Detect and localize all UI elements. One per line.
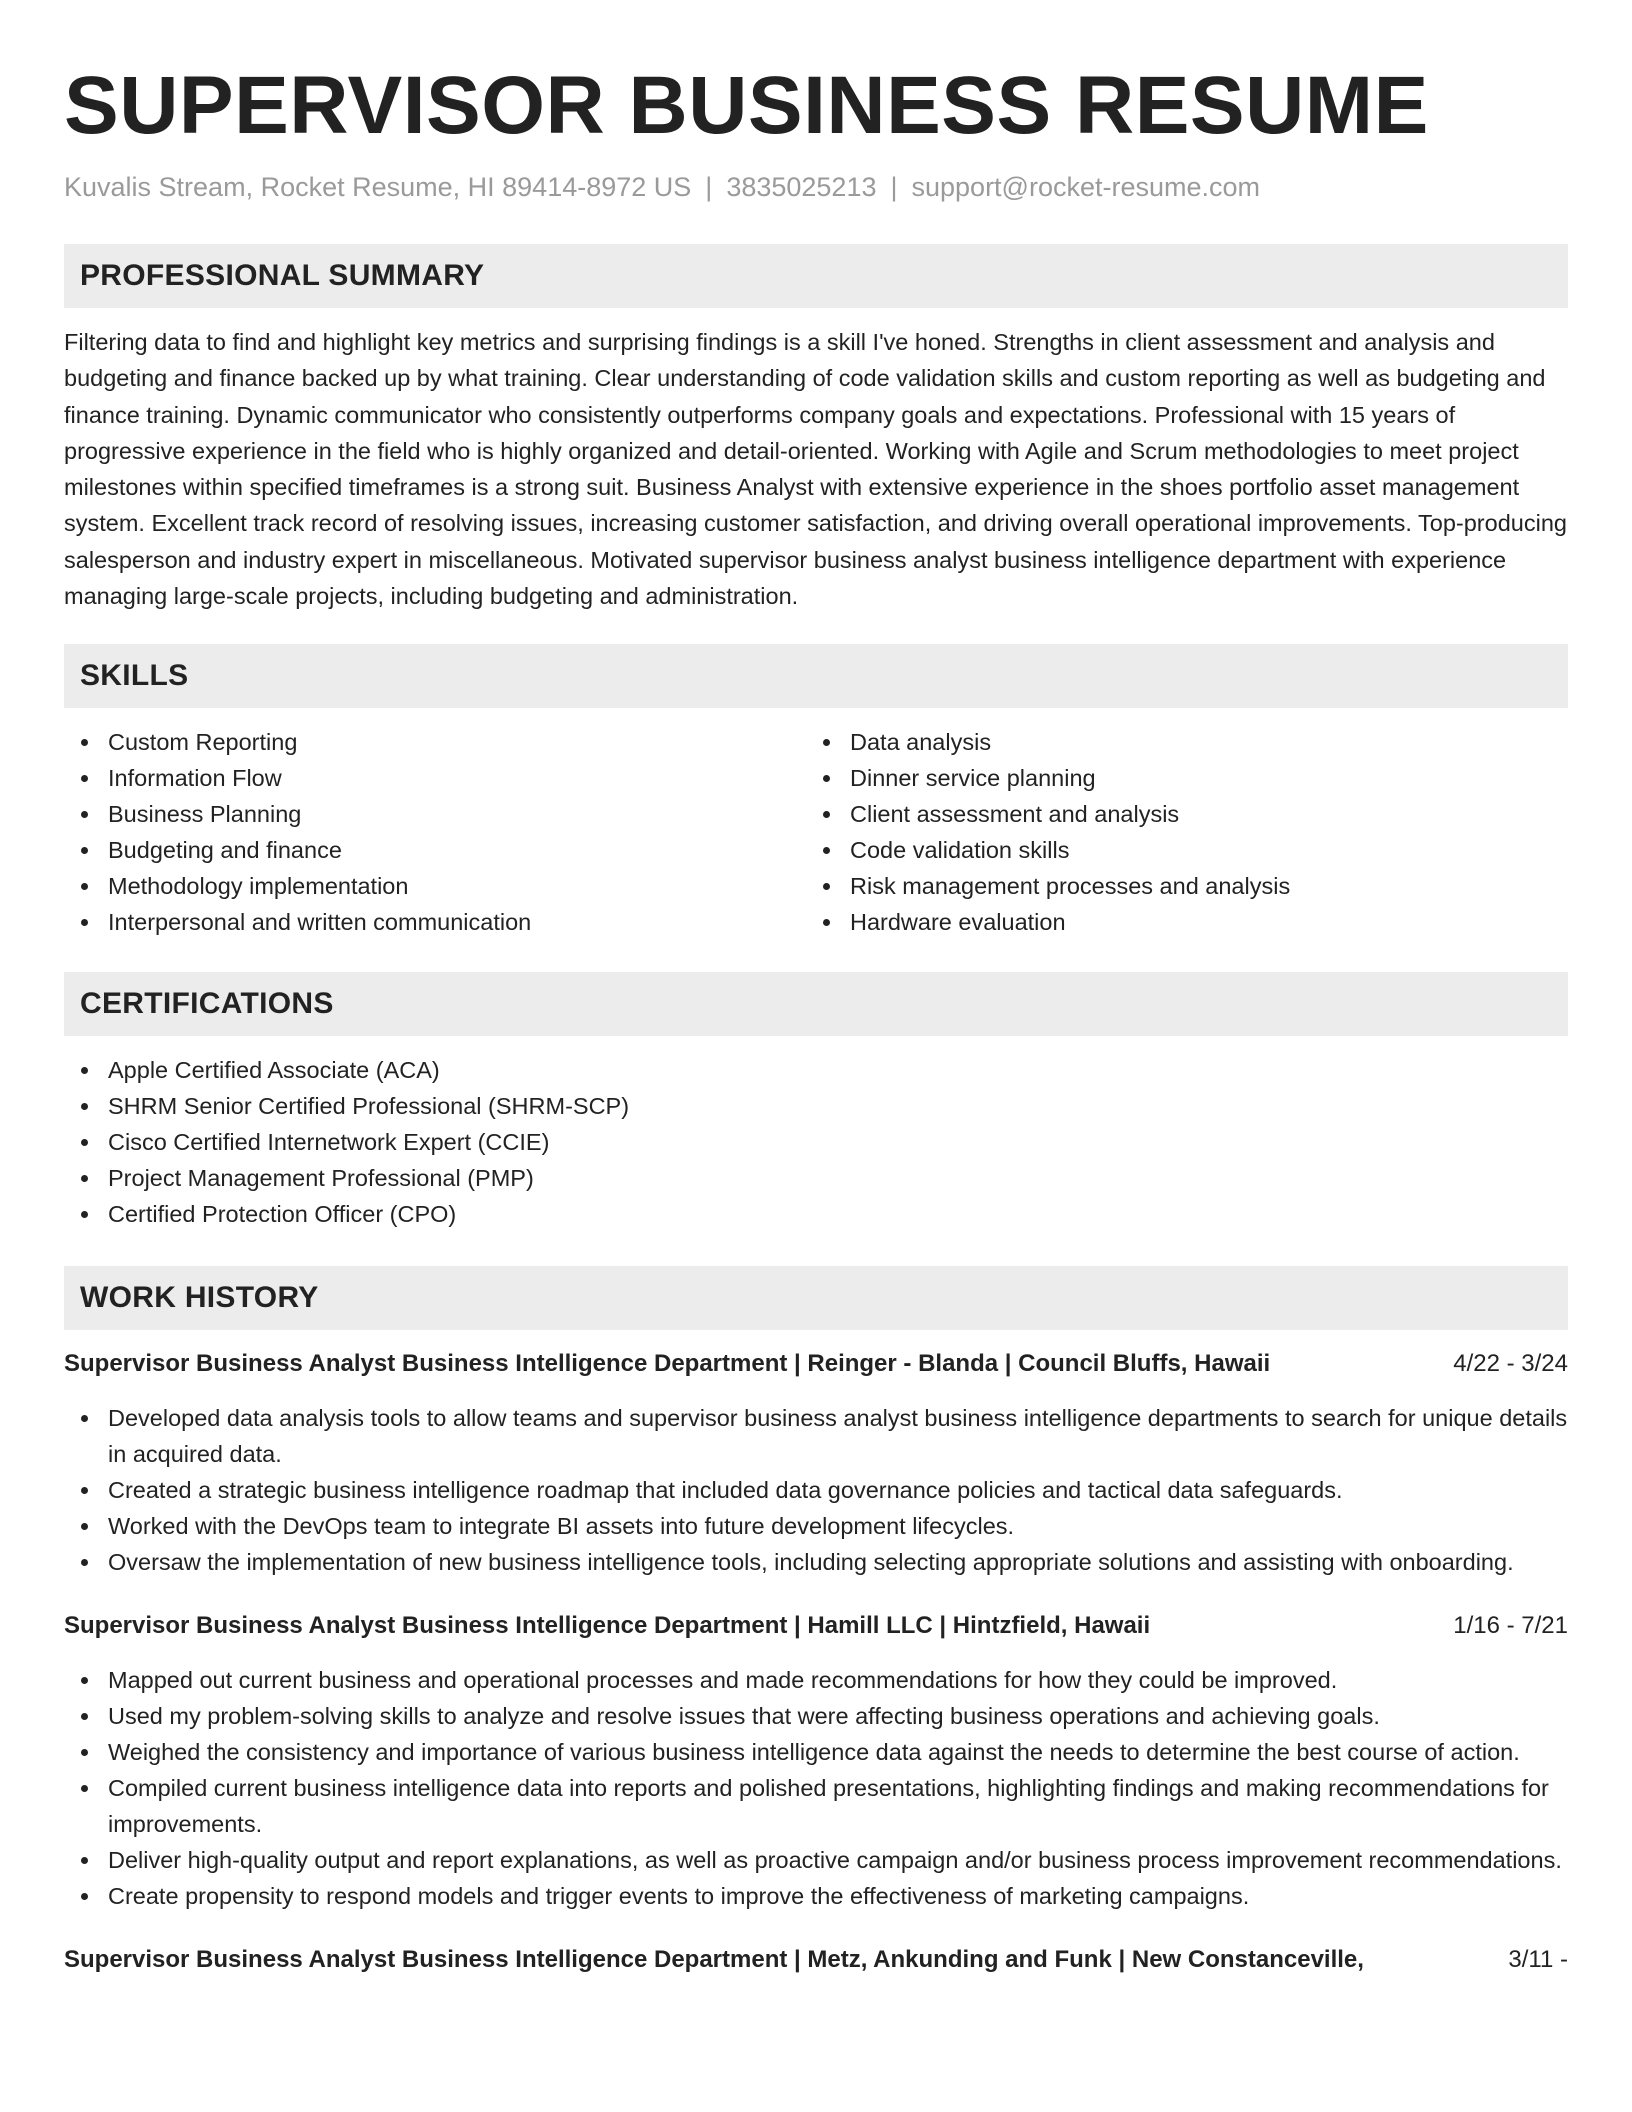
- job-bullet: Created a strategic business intelligence roadmap that included data governance policies and tactical data safeguards.: [64, 1472, 1568, 1508]
- contact-separator: |: [890, 172, 898, 202]
- job-bullet: Deliver high-quality output and report explanations, as well as proactive campaign and/or business process improvement recommendations.: [64, 1842, 1568, 1878]
- certifications-list: [64, 1052, 1568, 1232]
- job-header: [64, 1348, 1568, 1380]
- summary-text: Filtering data to find and highlight key metrics and surprising findings is a skill I've honed. Strengths in client assessment and analysis and budgeting and finance backed up by what training. Clear understanding of code validation skills and custom reporting as well as budgeting and finance training. Dynamic communicator who consistently outperforms company goals and expectations. Professional with 15 years of progressive experience in the field who is highly organized and detail-oriented. Working with Agile and Scrum methodologies to meet project milestones within specified timeframes is a strong suit. Business Analyst with extensive experience in the shoes portfolio asset management system. Excellent track record of resolving issues, increasing customer satisfaction, and driving overall operational improvements. Top-producing salesperson and industry expert in miscellaneous. Motivated supervisor business analyst business intelligence department with experience managing large-scale projects, including budgeting and administration.: [64, 329, 1567, 610]
- job-header: [64, 1944, 1568, 1976]
- skill-item: Data analysis: [806, 724, 1548, 760]
- job-title: Supervisor Business Analyst Business Intelligence Department | Metz, Ankunding and Funk | New Constanceville,: [64, 1946, 1364, 1974]
- work-history-heading: WORK HISTORY: [64, 1266, 1568, 1330]
- skills-grid: [64, 724, 1568, 940]
- job-bullet: Developed data analysis tools to allow teams and supervisor business analyst business intelligence departments to search for unique details in acquired data.: [64, 1400, 1568, 1472]
- skill-item: Methodology implementation: [64, 868, 806, 904]
- skill-item: Custom Reporting: [64, 724, 806, 760]
- certifications-heading: CERTIFICATIONS: [64, 972, 1568, 1036]
- job-bullet: Worked with the DevOps team to integrate BI assets into future development lifecycles.: [64, 1508, 1568, 1544]
- skill-item: Client assessment and analysis: [806, 796, 1548, 832]
- skill-item: Code validation skills: [806, 832, 1548, 868]
- skills-heading: SKILLS: [64, 644, 1568, 708]
- contact-phone: 3835025213: [726, 172, 877, 202]
- skill-item: Risk management processes and analysis: [806, 868, 1548, 904]
- skill-item: Interpersonal and written communication: [64, 904, 806, 940]
- job-bullets: [64, 1400, 1568, 1580]
- certification-item: Certified Protection Officer (CPO): [64, 1196, 1568, 1232]
- contact-email: support@rocket-resume.com: [911, 172, 1261, 202]
- job-title: Supervisor Business Analyst Business Intelligence Department | Hamill LLC | Hintzfield, Hawaii: [64, 1612, 1151, 1640]
- job-bullet: Create propensity to respond models and trigger events to improve the effectiveness of marketing campaigns.: [64, 1878, 1568, 1914]
- job-entry: [64, 1610, 1568, 1914]
- job-dates: 1/16 - 7/21: [1453, 1612, 1568, 1640]
- job-entry: [64, 1348, 1568, 1580]
- resume-name: SUPERVISOR BUSINESS RESUME: [64, 60, 1429, 151]
- contact-separator: |: [705, 172, 713, 202]
- skills-list-right: [806, 724, 1548, 940]
- job-bullet: Used my problem-solving skills to analyze and resolve issues that were affecting business operations and achieving goals.: [64, 1698, 1568, 1734]
- contact-line: [64, 170, 1568, 204]
- skills-list-left: [64, 724, 806, 940]
- summary-heading: PROFESSIONAL SUMMARY: [64, 244, 1568, 308]
- job-bullets: [64, 1662, 1568, 1914]
- skill-item: Information Flow: [64, 760, 806, 796]
- skill-item: Dinner service planning: [806, 760, 1548, 796]
- job-bullet: Mapped out current business and operational processes and made recommendations for how they could be improved.: [64, 1662, 1568, 1698]
- skill-item: Hardware evaluation: [806, 904, 1548, 940]
- job-bullet: Compiled current business intelligence data into reports and polished presentations, highlighting findings and making recommendations for improvements.: [64, 1770, 1568, 1842]
- job-bullet: Weighed the consistency and importance of various business intelligence data against the needs to determine the best course of action.: [64, 1734, 1568, 1770]
- skill-item: Budgeting and finance: [64, 832, 806, 868]
- certification-item: SHRM Senior Certified Professional (SHRM-SCP): [64, 1088, 1568, 1124]
- job-title: Supervisor Business Analyst Business Intelligence Department | Reinger - Blanda | Council Bluffs, Hawaii: [64, 1350, 1271, 1378]
- job-bullet: Oversaw the implementation of new business intelligence tools, including selecting appropriate solutions and assisting with onboarding.: [64, 1544, 1568, 1580]
- contact-address: Kuvalis Stream, Rocket Resume, HI 89414-8972 US: [64, 172, 692, 202]
- certification-item: Project Management Professional (PMP): [64, 1160, 1568, 1196]
- job-dates: 3/11 -: [1508, 1946, 1568, 1974]
- resume-page: [64, 0, 1568, 1976]
- certification-item: Cisco Certified Internetwork Expert (CCIE): [64, 1124, 1568, 1160]
- job-header: [64, 1610, 1568, 1642]
- job-entry: [64, 1944, 1568, 1976]
- job-dates: 4/22 - 3/24: [1453, 1350, 1568, 1378]
- skill-item: Business Planning: [64, 796, 806, 832]
- certification-item: Apple Certified Associate (ACA): [64, 1052, 1568, 1088]
